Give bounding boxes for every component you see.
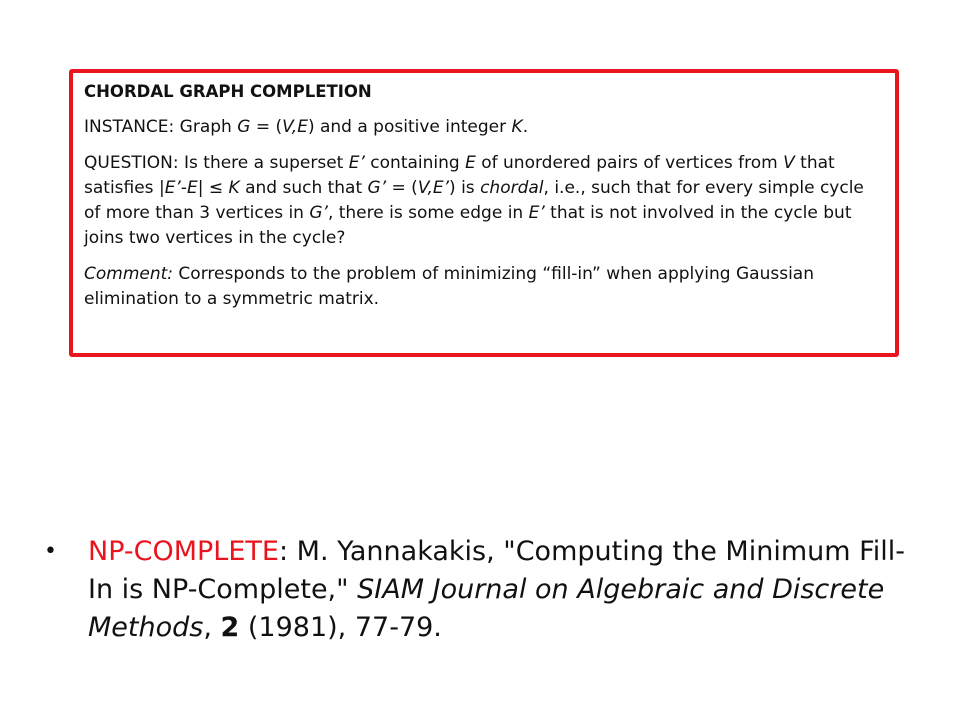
question-text: - [180,178,187,198]
problem-definition-box [69,69,899,357]
chordal-term: chordal [480,178,544,198]
question-symbol: E [186,178,198,198]
problem-title: CHORDAL GRAPH COMPLETION [84,82,372,101]
question-symbol: G’ [309,203,328,223]
question-symbol: E [465,153,476,173]
np-complete-label: NP-COMPLETE [88,536,279,567]
question-text: that satisfies | [84,153,835,198]
question-text: and such that [239,178,368,198]
question-text: = ( [386,178,418,198]
question-text: containing [364,153,466,173]
journal-name: SIAM Journal on Algebraic and Discrete Methods [88,574,885,643]
question-text: , i.e., such that for every simple cycle of more than 3 vertices in [84,178,864,223]
instance-line [84,115,883,140]
comment-text: Corresponds to the problem of minimizing “fill-in” when applying Gaussian elimination to a symmetric matrix. [84,264,814,309]
question-text: that is not involved in the cycle but joins two vertices in the cycle? [84,203,852,248]
question-symbol: E’ [528,203,545,223]
question-symbol: V [783,153,795,173]
instance-text: Graph [174,117,238,137]
instance-text: . [522,117,529,137]
question-text: ) is [449,178,481,198]
question-symbol: G’ [367,178,387,198]
instance-k-symbol: K [511,117,523,137]
instance-label: INSTANCE: [84,117,175,137]
volume-number: 2 [220,612,240,643]
comment-paragraph [84,262,883,312]
reference-bullet [44,533,924,647]
instance-graph-symbol: G [237,117,251,137]
question-symbol: E’ [164,178,181,198]
question-label: QUESTION: [84,153,179,173]
citation-text: , [203,612,221,643]
citation-text: : M. Yannakakis, "Computing the Minimum Fill-In is NP-Complete," [88,536,905,605]
reference-text [88,533,924,647]
instance-vertex-edge-symbol: V,E [282,117,308,137]
question-text: Is there a superset [178,153,349,173]
bullet-icon: • [44,539,57,564]
instance-text: = ( [250,117,283,137]
question-symbol: V,E’ [417,178,450,198]
question-symbol: E’ [348,153,365,173]
instance-text: ) and a positive integer [307,117,512,137]
comment-label: Comment: [84,264,174,284]
question-symbol: K [228,178,240,198]
question-paragraph [84,151,883,251]
citation-text: (1981), 77-79. [239,612,442,643]
question-text: of unordered pairs of vertices from [475,153,784,173]
question-text: | ≤ [197,178,229,198]
question-text: , there is some edge in [327,203,529,223]
